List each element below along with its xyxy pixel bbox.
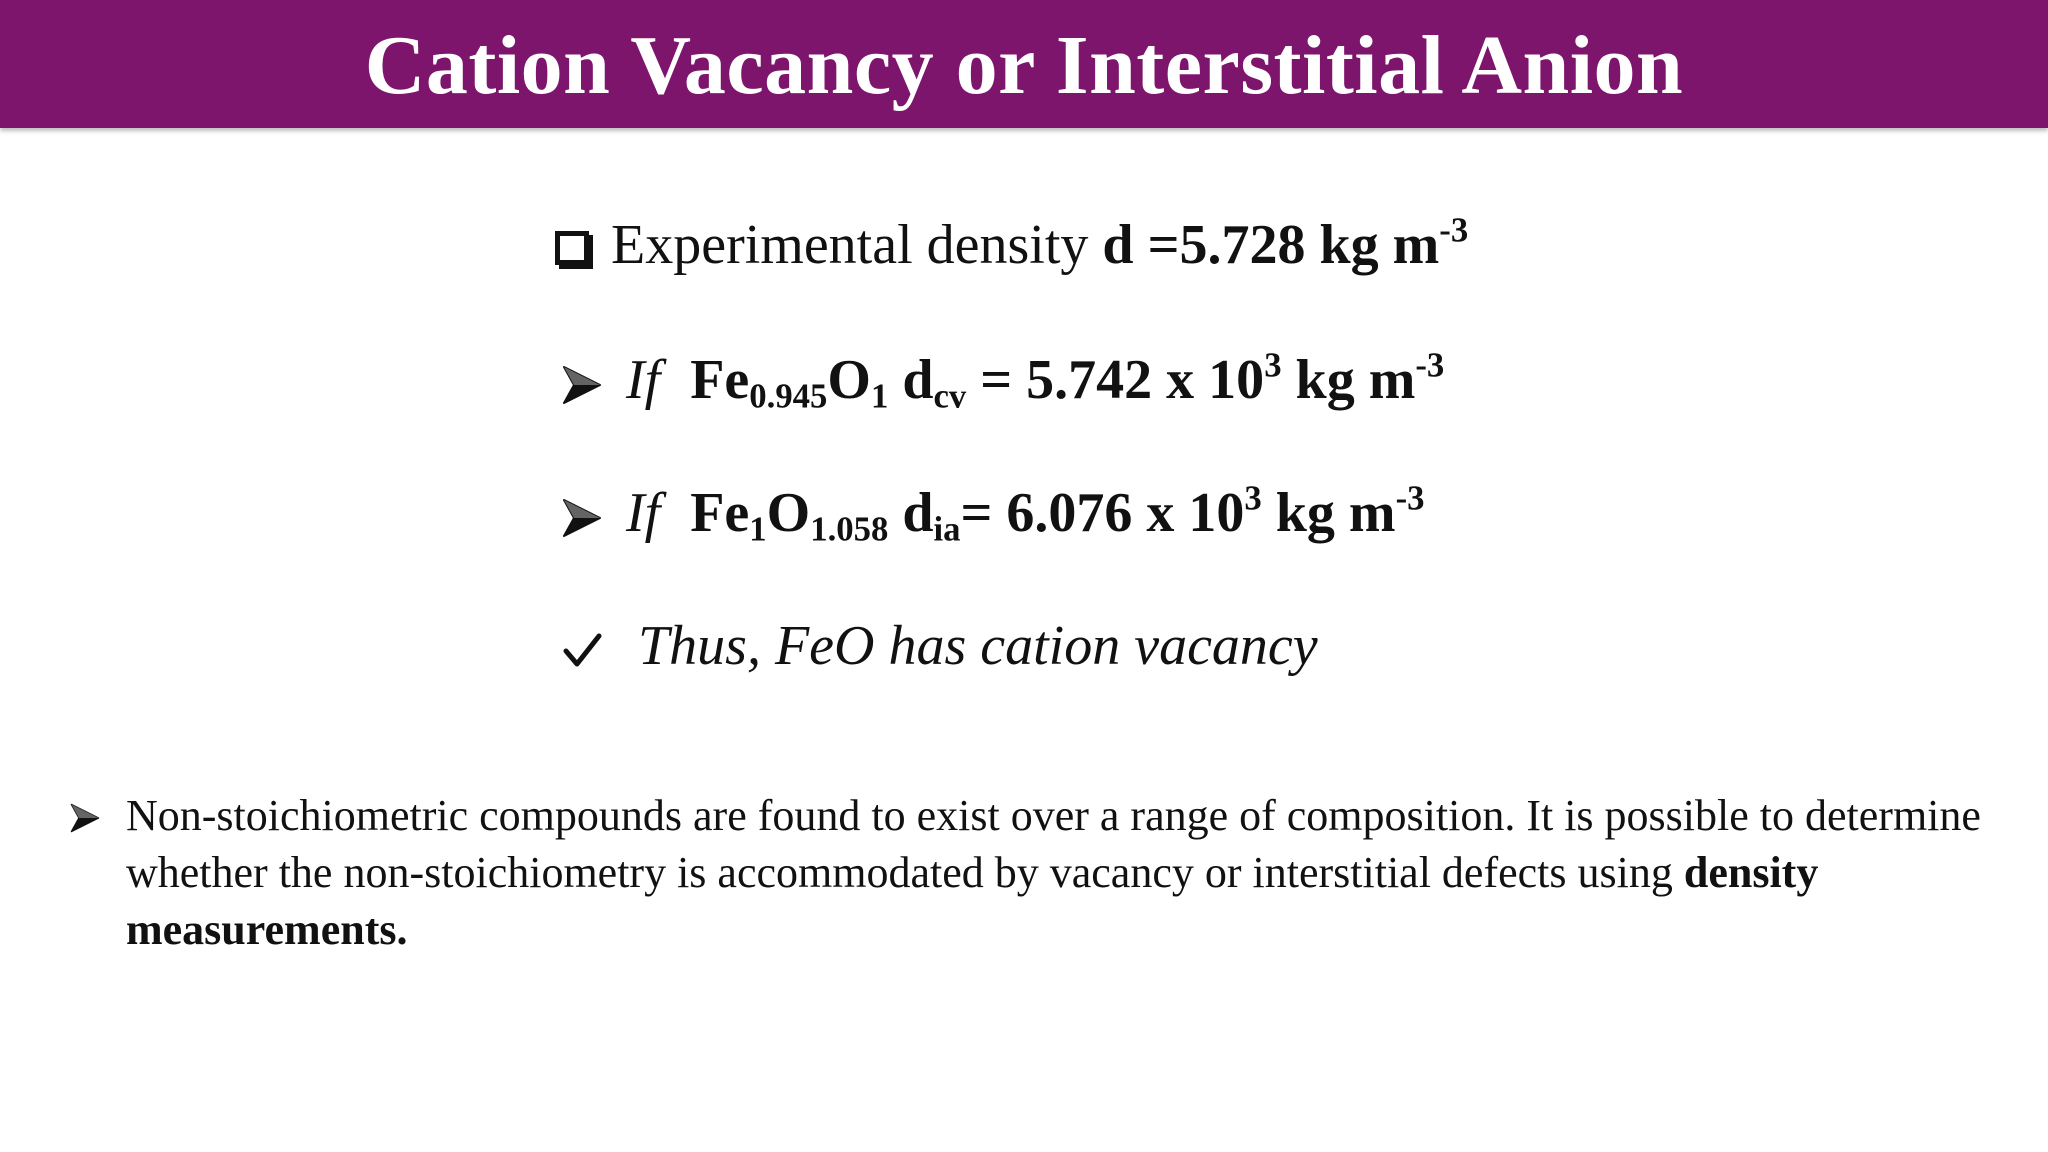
arrow-icon [70,803,100,833]
arrow-icon [562,498,602,538]
slide-title: Cation Vacancy or Interstitial Anion [364,19,1684,112]
unit-exponent: -3 [1395,478,1425,518]
density-unit: kg m [1261,482,1396,544]
density-value: 5.728 kg m [1179,214,1440,276]
check-icon [562,631,602,671]
formula-o-subscript: 1 [870,376,889,416]
conclusion-line [562,611,1318,681]
density-subscript: cv [933,376,967,416]
density-subscript: ia [933,509,961,549]
title-bar [0,0,2048,128]
if-word: If [626,482,661,544]
explanation-body: Non-stoichiometric compounds are found to exist over a range of composition. It is possible to determine whether the non-stoichiometry is accommodated by vacancy or interstitial defects using [126,791,1981,897]
formula-fe-subscript: 1 [749,509,767,549]
unit-exponent: -3 [1415,345,1445,385]
density-symbol: d [902,349,934,411]
formula-fe-subscript: 0.945 [749,376,828,416]
density-equation: = 5.742 x 10 [966,349,1265,411]
density-exponent: -3 [1439,210,1469,250]
case-interstitial-anion [562,478,1425,548]
explanation-bold: density measurements. [126,848,1819,954]
formula-o-subscript: 1.058 [810,509,889,549]
case-cation-vacancy [562,345,1444,415]
power-exponent: 3 [1264,345,1282,385]
formula-o: O [827,349,871,411]
density-label: Experimental density [611,214,1089,276]
explanation-text [126,787,2000,958]
density-symbol: d [902,482,934,544]
if-word: If [626,349,661,411]
formula-fe: Fe [690,482,750,544]
conclusion-text: Thus, FeO has cation vacancy [638,615,1318,677]
formula-fe: Fe [690,349,750,411]
explanation-paragraph [70,787,2000,958]
formula-o: O [766,482,811,544]
density-unit: kg m [1281,349,1416,411]
checkbox-icon [555,231,589,265]
density-line [555,210,1468,280]
power-exponent: 3 [1244,478,1262,518]
arrow-icon [562,365,602,405]
density-equation: = 6.076 x 10 [960,482,1245,544]
density-symbol: d = [1102,214,1180,276]
